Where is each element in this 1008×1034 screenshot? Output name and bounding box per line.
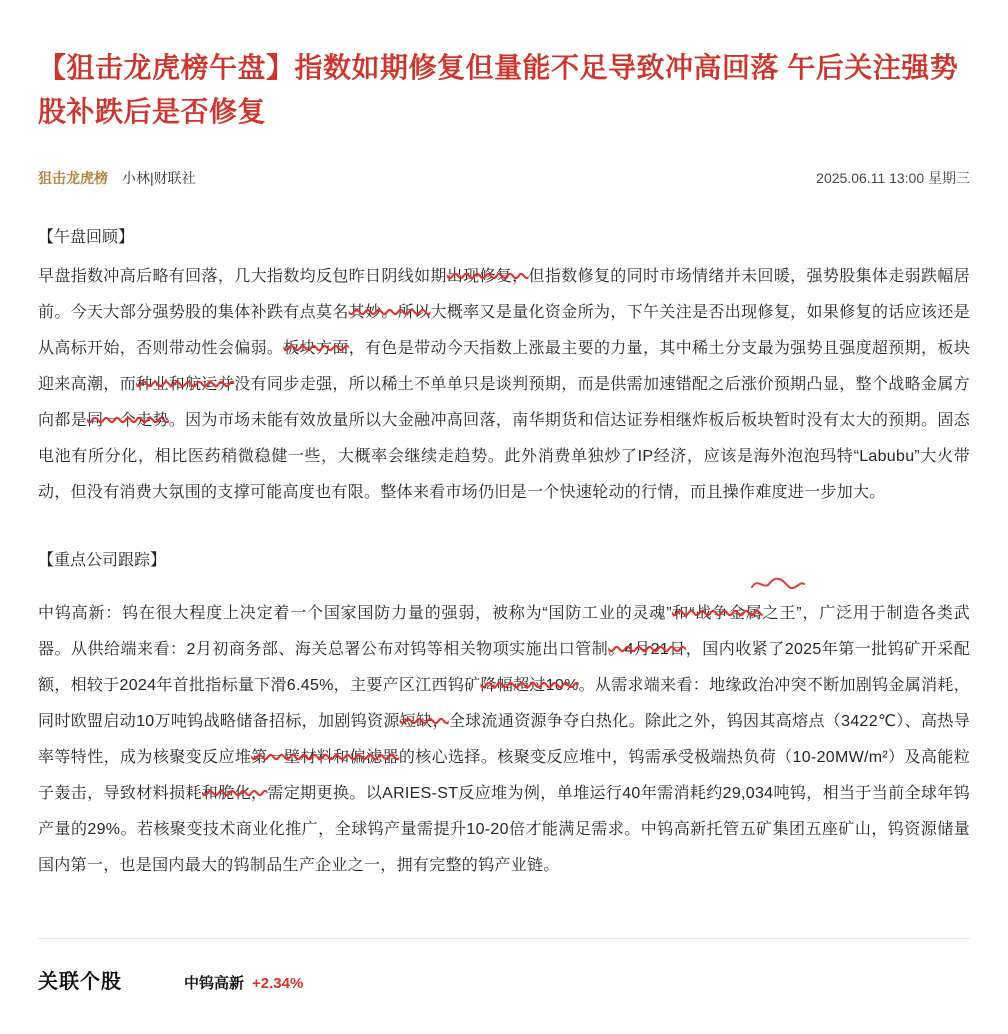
section-company-tracking	[38, 547, 970, 884]
author-label: 小林|财联社	[122, 170, 196, 186]
source-link[interactable]: 狙击龙虎榜	[38, 170, 108, 186]
section-midday-review	[38, 224, 970, 511]
article-title: 【狙击龙虎榜午盘】指数如期修复但量能不足导致冲高回落 午后关注强势股补跌后是否修复	[38, 52, 959, 127]
body-text: 中钨高新：钨在很大程度上决定着一个国家国防力量的强弱，被称为“国防工业的灵魂”	[38, 605, 672, 622]
related-stocks	[38, 965, 970, 994]
annotated-text: 短缺，	[399, 713, 449, 730]
annotated-text: 出现修复，	[446, 268, 529, 285]
body-text: 之王”，广泛用于制造各类武器。从供给端来看：2月初商务部、海关总署公布对钨等相关物项实施出口管制	[38, 605, 970, 658]
body-text: 的核心选择。核聚变反应堆中，钨需承受极端热负荷（10-20MW/m²）及高能粒子轰击，导致材料损耗	[38, 749, 971, 802]
body-text: 没有同步走强，所以稀土不单单只是谈判预期，而是供需加速错配之后涨价预期凸显，整个战略金属方向都是	[38, 376, 970, 429]
annotated-text: 第一壁材料和偏滤器	[251, 749, 399, 766]
annotated-text: 降幅超过10%	[480, 677, 579, 694]
annotated-text: 种业和航运并	[136, 376, 235, 393]
body-text: 早盘指数冲高后略有回落，几大指数均反包昨日阴线如期	[38, 268, 447, 285]
stock-name: 中钨高新	[184, 975, 245, 992]
byline	[38, 168, 970, 188]
section-paragraph	[38, 596, 970, 884]
section-heading: 【重点公司跟踪】	[38, 552, 167, 569]
related-stock-item[interactable]	[184, 972, 303, 993]
annotated-text: 其妙。所以	[348, 304, 431, 321]
body-text: 大概率又是量化资金所为，下午关注是否出现修复，如果修复的话应该还是从高标开始，否则带动性会偏弱。	[38, 304, 970, 357]
annotated-text: 和“战争金属	[671, 605, 763, 622]
body-text: 全球流通资源争夺白热化。除此之外，钨因其高熔点（3422℃）、高热导率等特性，成为核聚变反应堆	[38, 713, 970, 766]
annotated-text: 同一个走势	[87, 412, 169, 429]
section-paragraph	[38, 259, 970, 511]
body-text: ，有色是带动今天指数上涨最主要的力量，其中稀土分支最为强势且强度超预期，板块迎来高潮，而	[38, 340, 970, 393]
section-divider	[38, 938, 970, 939]
body-text: 。因为市场未能有效放量所以大金融冲高回落，南华期货和信达证券相继炸板后板块暂时没有太大的预期。固态电池有所分化，相比医药稍微稳健一些，大概率会继续走趋势。此外消费单独炒了IP经济，应该是海外泡泡玛特“Labubu”大火带动，但没有消费大氛围的支撑可能高度也有限。整体来看市场仍旧是一个快速轮动的行情，而且操作难度进一步加大。	[38, 412, 970, 501]
annotated-text: 板块方面	[283, 340, 349, 357]
body-text: 但指数修复的同时市场情绪并未回暖，强势股集体走弱跌幅居前。今天大部分强势股的集体补跌有点莫名	[38, 268, 970, 321]
publish-datetime: 2025.06.11 13:00 星期三	[816, 170, 970, 186]
section-heading: 【午盘回顾】	[38, 229, 135, 246]
related-stocks-heading: 关联个股	[38, 971, 122, 993]
annotated-text: 和脆化，	[201, 785, 268, 802]
body-text: 需定期更换。以ARIES-ST反应堆为例，单堆运行40年需消耗约29,034吨钨，相当于当前全球年钨产量的29%。若核聚变技术商业化推广，全球钨产量需提升10-20倍才能满足需求。中钨高新托管五矿集团五座矿山，钨资源储量国内第一，也是国内最大的钨制品生产企业之一，拥有完整的钨产业链。	[38, 785, 970, 874]
annotated-text: 。4月21日	[608, 641, 686, 658]
stock-change-badge: +2.34%	[252, 975, 304, 992]
body-text: 。从需求端来看：地缘政治冲突不断加剧钨金属消耗，同时欧盟启动10万吨钨战略储备招标，加剧钨资源	[38, 677, 970, 730]
body-text: ，国内收紧了2025年第一批钨矿开采配额，相较于2024年首批指标量下滑6.45%，主要产区江西钨矿	[38, 641, 971, 694]
red-pen-scribble-icon	[750, 575, 806, 593]
